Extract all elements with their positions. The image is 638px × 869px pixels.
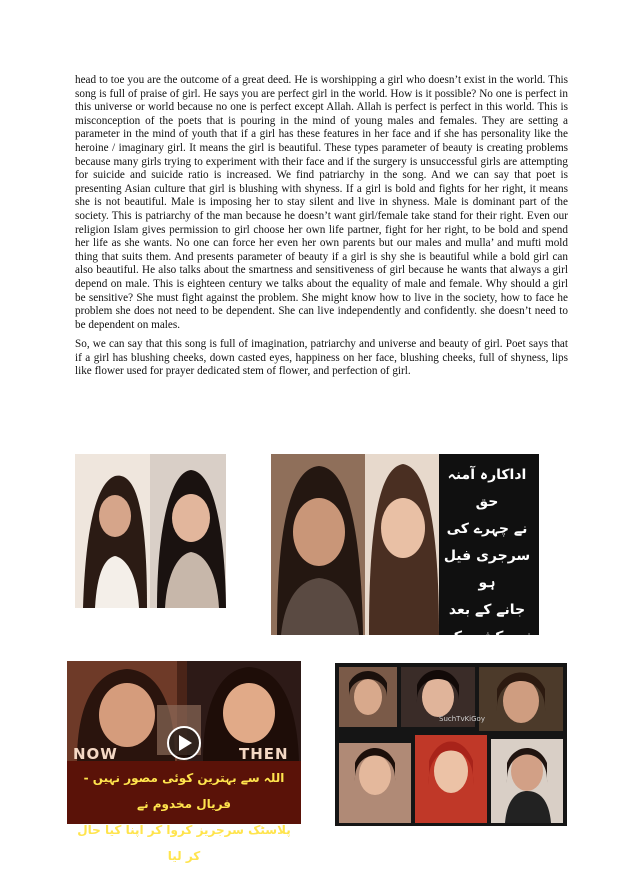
collage-watermark: SuchTvKiGoy xyxy=(439,715,485,723)
document-body xyxy=(75,74,568,385)
before-after-photo-2 xyxy=(271,454,539,645)
paragraph-1: head to toe you are the outcome of a great deed. He is worshipping a girl who doesn’t exist in the world. This song is full of praise of girl. He says you are perfect girl in the world. How is it possible? No one is perfect in this universe or world because no one is perfect except Allah. Allah is perfect is perfect in this world. This is misconception of the poets that is pouring in the mind of young males and females. They are setting a parameter in the mind of youth that if a girl has these features in her face and if she has personality like the heroine / imaginary girl. It means the girl is beautiful. These types parameter of beauty is creating problems because many girls trying to experiment with their face and if the surgery is unsuccessful girls are attempting for suicide and suicide ratio is increased. We find patriarchy in the song. And we can say that poet is presenting Asian culture that girl is blushing with shyness. If a girl is bold and fights for her right, it means she is not beautiful. Male is imposing her to stay silent and live in shyness. Male is dominant part of the society. This is patriarchy of the man because he doesn’t want girl/female take stand for their right. Even our religion Islam gives permission to girl choose her own life partner, fight for her right, to be bold and spend her life as she wants. No one can force her even her own parents but our males and mulla’ and mufti mold thing that suits them. And presents parameter of beauty if a girl is shy she is beautiful while a bold girl can also beautiful. He also talks about the smartness and sensitiveness of girl because he wants that always a girl depend on male. This is eighteen century we talks about the equality of male and female. Why should a girl be sensitive? She must fight against the problem. She might know how to live in the society, how to face he problem she does not need to be dependent. She can live independently and confidently. she doesn’t need to be dependent on males. xyxy=(75,74,568,331)
urdu-caption: اداکارہ آمنہ حق نے چہرے کی سرجری فیل ہو جانے کے بعد خود کشی کی xyxy=(439,467,535,645)
paragraph-2: So, we can say that this song is full of imagination, patriarchy and universe and beauty of girl. Poet says that if a girl has blushing cheeks, down casted eyes, happiness on her face, blushing cheeks, full of shyness, lips like flower used for prayer dedicated stem of flower, and perfection of girl. xyxy=(75,338,568,378)
before-after-photo-1 xyxy=(75,454,226,608)
portrait-collage xyxy=(335,663,567,826)
urdu-banner: اللہ سے بہترین کوئی مصور نہیں - فریال مخدوم نے پلاسٹک سرجریز کروا کر اپنا کیا حال کر لیا xyxy=(77,771,291,863)
now-label: NOW xyxy=(73,745,118,763)
then-label: THEN xyxy=(239,745,289,763)
video-thumbnail xyxy=(67,661,301,863)
